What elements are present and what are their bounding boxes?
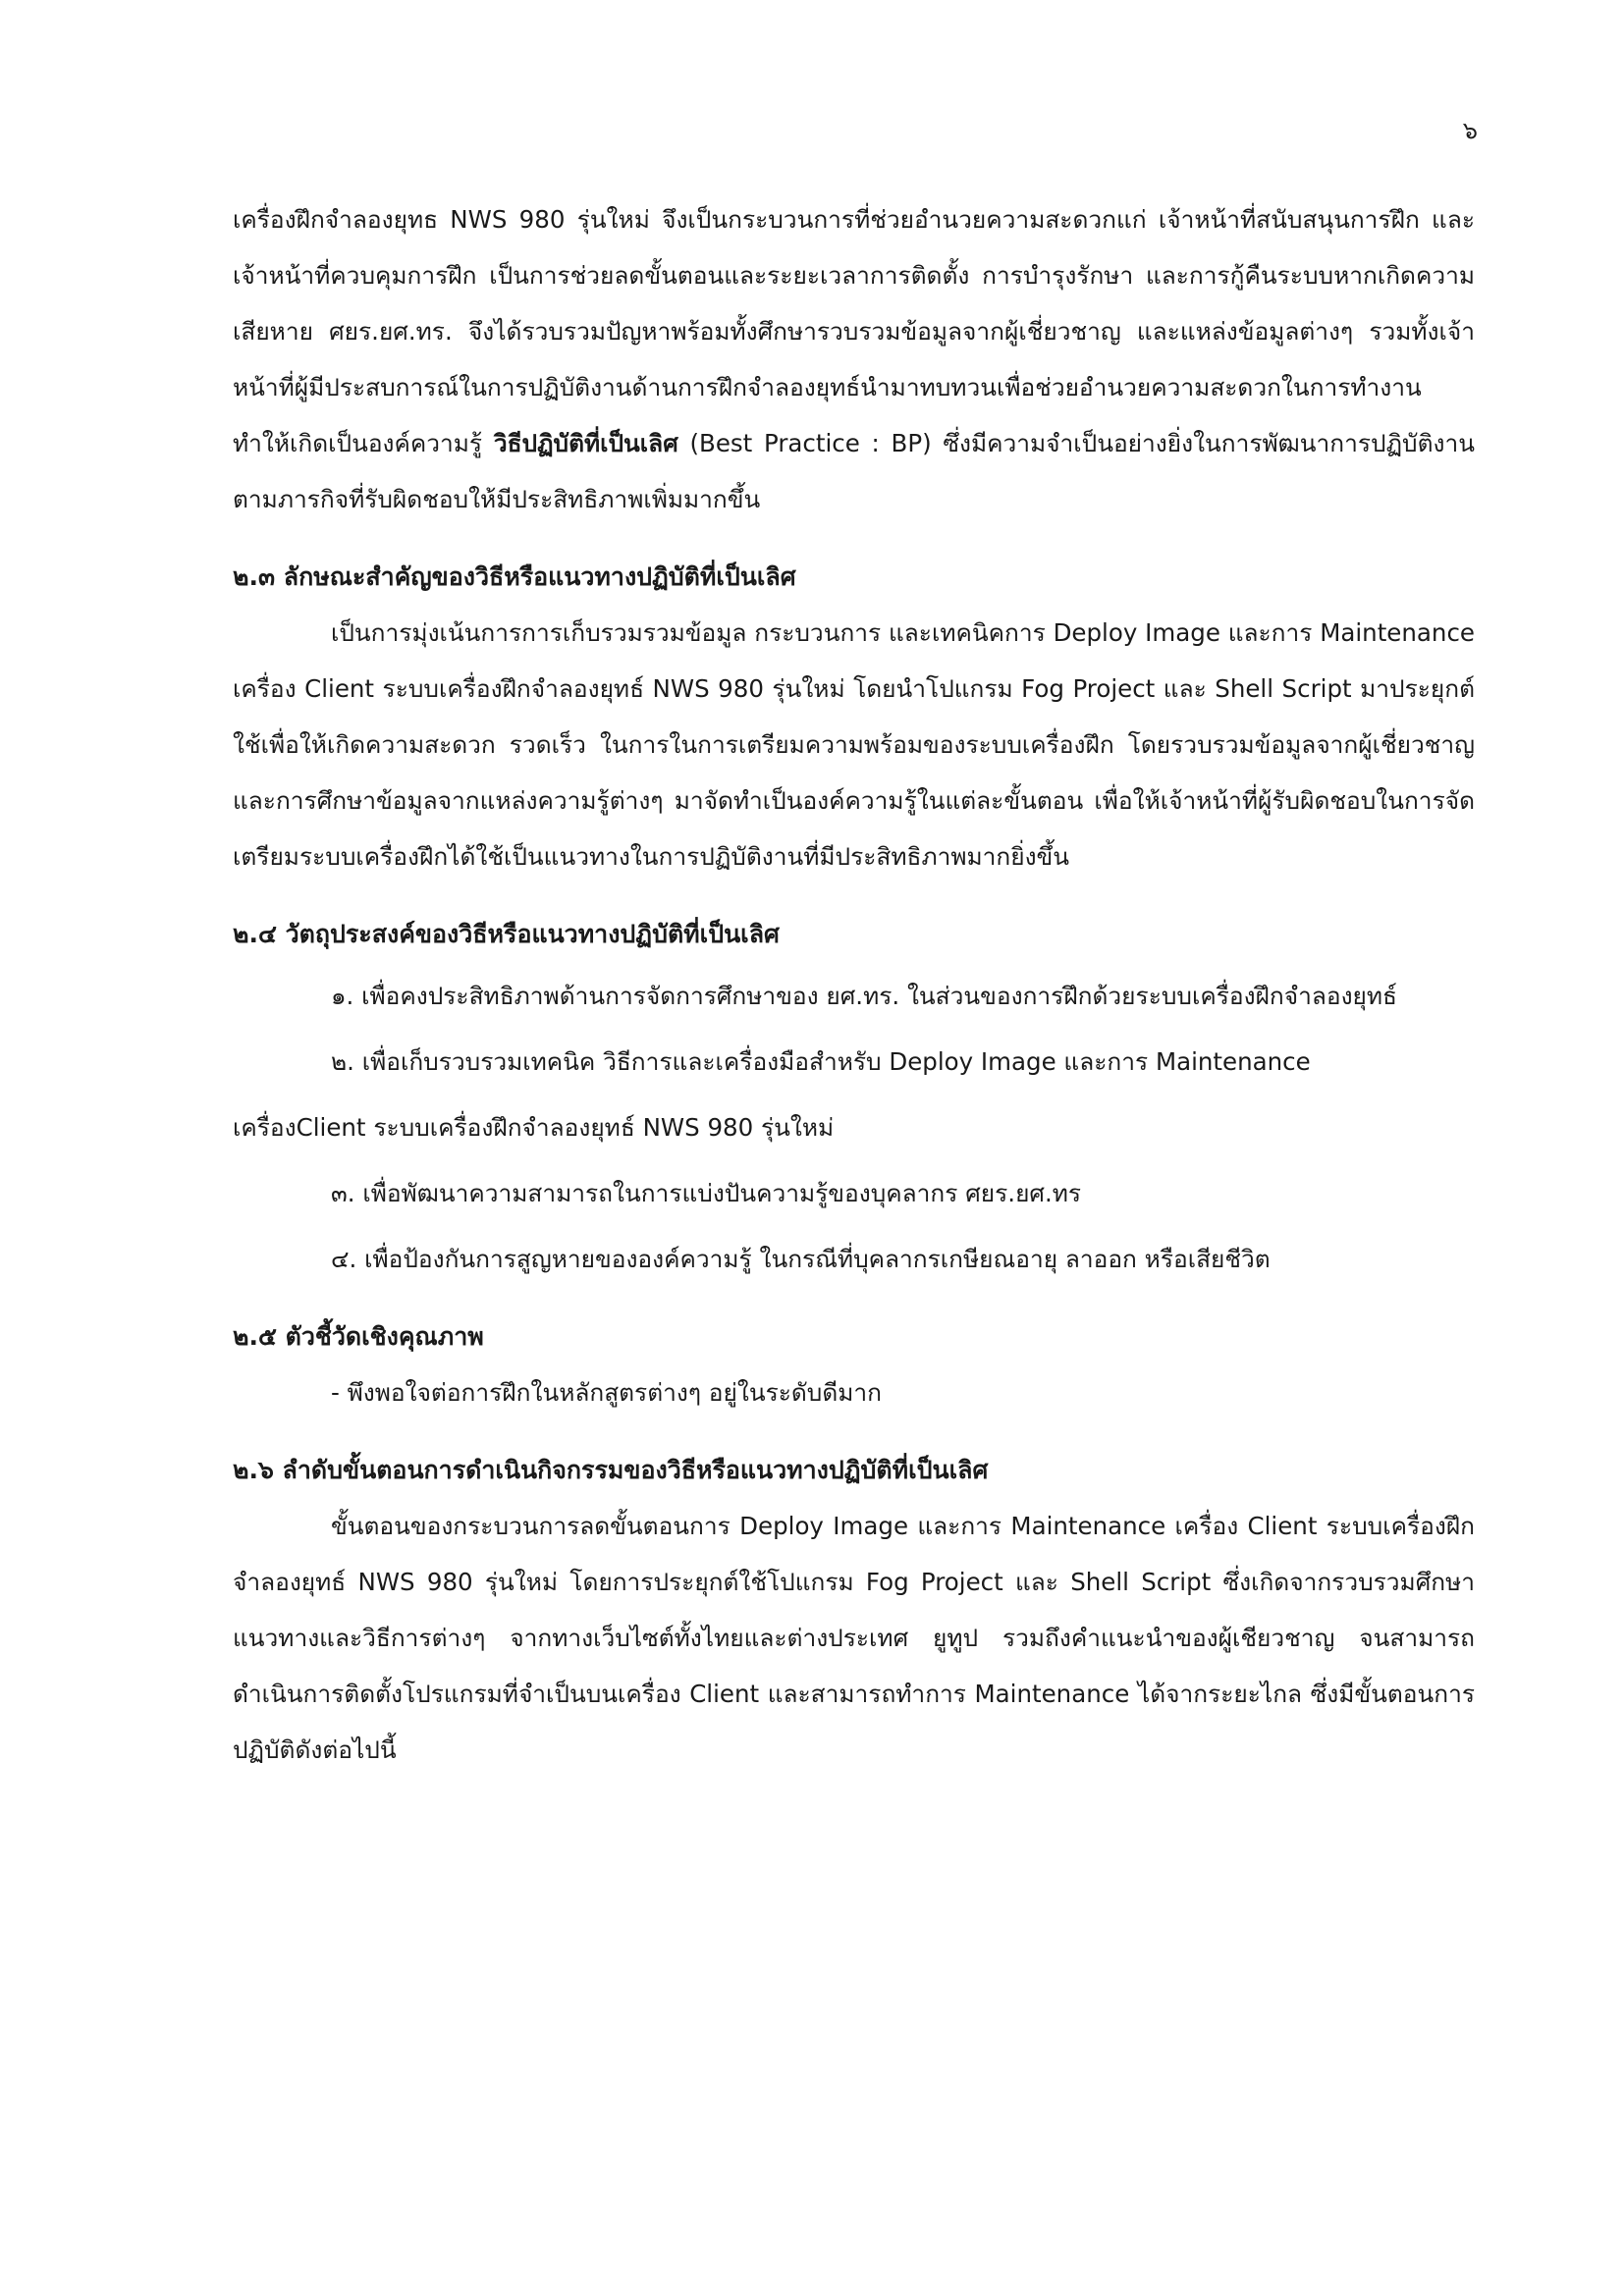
section-2-5-heading: ๒.๕ ตัวชี้วัดเชิงคุณภาพ <box>233 1322 484 1351</box>
section-2-3-body: เป็นการมุ่งเน้นการการเก็บรวมรวมข้อมูล กระบวนการ และเทคนิคการ Deploy Image และการ Maintenance เครื่อง Client ระบบเครื่องฝึกจำลองยุทธ์ NWS 980 รุ่นใหม่ โดยนำโปแกรม Fog Project และ Shell Script มาประยุกต์ใช้เพื่อให้เกิดความสะดวก รวดเร็ว ในการในการเตรียมความพร้อมของระบบเครื่องฝึก โดยรวบรวมข้อมูลจากผู้เชี่ยวชาญ และการศึกษาข้อมูลจากแหล่งความรู้ต่างๆ มาจัดทำเป็นองค์ความรู้ในแต่ละขั้นตอน เพื่อให้เจ้าหน้าที่ผู้รับผิดชอบในการจัดเตรียมระบบเครื่องฝึกได้ใช้เป็นแนวทางในการปฏิบัติงานที่มีประสิทธิภาพมากยิ่งขึ้น <box>233 618 1475 871</box>
intro-text-start: เครื่องฝึกจำลองยุทธ NWS 980 รุ่นใหม่ จึงเป็นกระบวนการที่ช่วยอำนวยความสะดวกแก่ เจ้าหน้าที่สนับสนุนการฝึก และเจ้าหน้าที่ควบคุมการฝึก เป็นการช่วยลดขั้นตอนและระยะเวลาการติดตั้ง การบำรุงรักษา และการกู้คืนระบบหากเกิดความเสียหาย ศยร.ยศ.ทร. จึงได้รวบรวมปัญหาพร้อมทั้งศึกษารวบรวมข้อมูลจากผู้เชี่ยวชาญ และแหล่งข้อมูลต่างๆ รวมทั้งเจ้าหน้าที่ผู้มีประสบการณ์ในการปฏิบัติงานด้านการฝึกจำลองยุทธ์นำมาทบทวนเพื่อช่วยอำนวยความสะดวกในการทำงาน ทำให้เกิดเป็นองค์ความรู้ <box>233 205 1475 457</box>
section-2-6-body: ขั้นตอนของกระบวนการลดขั้นตอนการ Deploy Image และการ Maintenance เครื่อง Client ระบบเครื่องฝึกจำลองยุทธ์ NWS 980 รุ่นใหม่ โดยการประยุกต์ใช้โปแกรม Fog Project และ Shell Script ซึ่งเกิดจากรวบรวมศึกษาแนวทางและวิธีการต่างๆ จากทางเว็บไซต์ทั้งไทยและต่างประเทศ ยูทูป รวมถึงคำแนะนำของผู้เชียวชาญ จนสามารถดำเนินการติดตั้งโปรแกรมที่จำเป็นบนเครื่อง Client และสามารถทำการ Maintenance ได้จากระยะไกล ซึ่งมีขั้นตอนการปฏิบัติดังต่อไปนี้ <box>233 1512 1475 1764</box>
intro-paragraph <box>233 191 1475 527</box>
section-2-6-heading: ๒.๖ ลำดับขั้นตอนการดำเนินกิจกรรมของวิธีหรือแนวทางปฏิบัติที่เป็นเลิศ <box>233 1456 989 1484</box>
objective-item-1: ๑. เพื่อคงประสิทธิภาพด้านการจัดการศึกษาของ ยศ.ทร. ในส่วนของการฝึกด้วยระบบเครื่องฝึกจำลองยุทธ์ <box>331 982 1398 1010</box>
document-body <box>233 191 1475 1778</box>
objective-item-3: ๓. เพื่อพัฒนาความสามารถในการแบ่งปันความรู้ของบุคลากร ศยร.ยศ.ทร <box>331 1179 1082 1207</box>
objective-item-2: ๒. เพื่อเก็บรวบรวมเทคนิค วิธีการและเครื่องมือสำหรับ Deploy Image และการ Maintenance <box>331 1047 1311 1076</box>
objective-item-2-continued: เครื่องClient ระบบเครื่องฝึกจำลองยุทธ์ NWS 980 รุ่นใหม่ <box>233 1113 835 1142</box>
page-number: ๖ <box>1462 117 1478 144</box>
section-2-4-heading: ๒.๔ วัตถุประสงค์ของวิธีหรือแนวทางปฏิบัติที่เป็นเลิศ <box>233 920 780 948</box>
objective-item-4: ๔. เพื่อป้องกันการสูญหายขององค์ความรู้ ในกรณีที่บุคลากรเกษียณอายุ ลาออก หรือเสียชีวิต <box>331 1245 1271 1273</box>
intro-text-end: (Best Practice : BP) ซึ่งมีความจำเป็นอย่างยิ่งในการพัฒนาการปฏิบัติงานตามภารกิจที่รับผิดชอบให้มีประสิทธิภาพเพิ่มมากขึ้น <box>233 429 1475 513</box>
section-2-3-heading: ๒.๓ ลักษณะสำคัญของวิธีหรือแนวทางปฏิบัติที่เป็นเลิศ <box>233 562 796 591</box>
intro-bold-term: วิธีปฏิบัติที่เป็นเลิศ <box>493 429 678 457</box>
indicator-item: - พึงพอใจต่อการฝึกในหลักสูตรต่างๆ อยู่ในระดับดีมาก <box>331 1378 883 1407</box>
